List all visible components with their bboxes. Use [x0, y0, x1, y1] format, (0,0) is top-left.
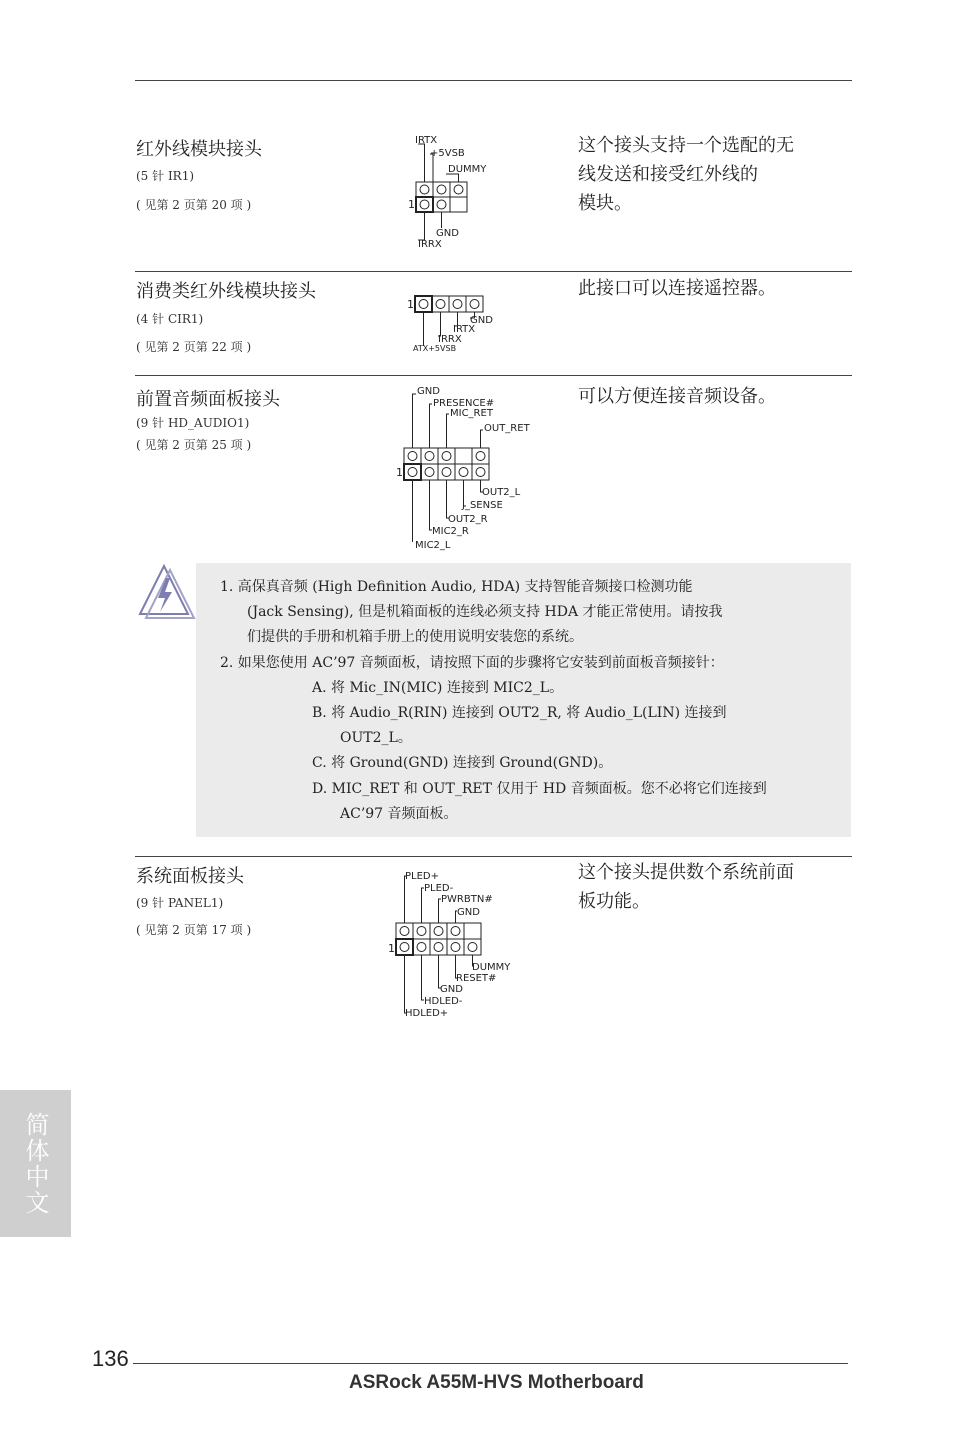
hd-audio-pin-diagram: [392, 382, 532, 554]
pin-label: IRTX: [415, 135, 438, 146]
pin-label: ATX+5VSB: [413, 344, 457, 353]
section-ref-cir: ( 见第 2 页第 22 项 ): [136, 340, 252, 354]
pin-label: PLED+: [405, 871, 439, 882]
pin-one-marker: 1: [407, 298, 414, 311]
section-pin-count-audio: (9 针 HD_AUDIO1): [136, 416, 250, 430]
note-line: (Jack Sensing), 但是机箱面板的连线必须支持 HDA 才能正常使用。请按我: [247, 604, 723, 620]
panel-pin-diagram: [384, 866, 524, 1020]
pin-label: OUT2_L: [482, 487, 521, 498]
pin-label: GND: [457, 907, 480, 918]
pin-label: PLED-: [424, 883, 454, 894]
note-line: B. 将 Audio_R(RIN) 连接到 OUT2_R, 将 Audio_L(LIN) 连接到: [312, 705, 727, 721]
language-tab-label: 简体中文: [21, 1111, 49, 1216]
footer-rule: [133, 1363, 848, 1364]
pin-label: DUMMY: [448, 164, 487, 175]
pin-label: PWRBTN#: [441, 894, 493, 905]
ir1-pin-diagram: [400, 132, 510, 252]
pin-label: HDLED-: [424, 996, 463, 1007]
note-line: OUT2_L。: [340, 730, 412, 746]
desc-line: 此接口可以连接遥控器。: [578, 278, 776, 299]
note-line: 1. 高保真音频 (High Definition Audio, HDA) 支持智能音频接口检测功能: [220, 579, 693, 595]
footer-title: ASRock A55M-HVS Motherboard: [349, 1372, 644, 1393]
section-desc-panel: [578, 858, 794, 916]
section-desc-cir: [578, 274, 776, 303]
top-rule: [135, 80, 852, 81]
section-desc-audio: [578, 382, 776, 411]
desc-line: 模块。: [578, 193, 632, 214]
pin-label: RESET#: [456, 973, 497, 984]
section-divider: [135, 271, 852, 272]
pin-label: IRRX: [418, 239, 442, 250]
pin-label: MIC2_L: [415, 540, 451, 551]
pin-one-marker: 1: [408, 198, 415, 211]
section-pin-count-panel: (9 针 PANEL1): [136, 896, 224, 910]
section-title-panel: 系统面板接头: [136, 866, 244, 887]
pin-label: GND: [436, 228, 459, 239]
section-divider: [135, 375, 852, 376]
note-line: 2. 如果您使用 AC’97 音频面板，请按照下面的步骤将它安装到前面板音频接针：: [220, 655, 724, 671]
pin-label: +5VSB: [430, 148, 465, 159]
section-desc-ir: [578, 131, 794, 218]
page-number: 136: [92, 1346, 129, 1371]
cir1-pin-diagram: [404, 290, 504, 354]
note-line: AC’97 音频面板。: [340, 806, 458, 822]
note-line: 们提供的手册和机箱手册上的使用说明安装您的系统。: [247, 629, 583, 645]
warning-icon: [136, 560, 198, 620]
section-pin-count-cir: (4 针 CIR1): [136, 312, 204, 326]
section-title-audio: 前置音频面板接头: [136, 389, 280, 410]
section-title-cir: 消费类红外线模块接头: [136, 281, 316, 302]
section-divider: [135, 856, 852, 857]
pin-label: PRESENCE#: [433, 398, 495, 409]
desc-line: 这个接头支持一个选配的无: [578, 135, 794, 156]
section-title-ir: 红外线模块接头: [136, 139, 262, 160]
pin-one-marker: 1: [396, 466, 403, 479]
desc-line: 线发送和接受红外线的: [578, 164, 758, 185]
note-line: D. MIC_RET 和 OUT_RET 仅用于 HD 音频面板。您不必将它们连接到: [312, 781, 767, 797]
note-line: C. 将 Ground(GND) 连接到 Ground(GND)。: [312, 755, 613, 771]
desc-line: 这个接头提供数个系统前面: [578, 862, 794, 883]
note-line: A. 将 Mic_IN(MIC) 连接到 MIC2_L。: [312, 680, 564, 696]
language-tab: [0, 1090, 71, 1237]
pin-one-marker: 1: [388, 942, 395, 955]
pin-label: IRRX: [438, 334, 462, 345]
section-pin-count-ir: (5 针 IR1): [136, 169, 195, 183]
pin-label: IRTX: [453, 324, 476, 335]
section-ref-ir: ( 见第 2 页第 20 项 ): [136, 198, 252, 212]
pin-label: GND: [470, 315, 493, 326]
pin-label: DUMMY: [472, 962, 511, 973]
desc-line: 可以方便连接音频设备。: [578, 386, 776, 407]
desc-line: 板功能。: [578, 891, 650, 912]
section-ref-panel: ( 见第 2 页第 17 项 ): [136, 923, 252, 937]
pin-label: GND: [417, 386, 440, 397]
pin-label: HDLED+: [405, 1008, 449, 1019]
section-ref-audio: ( 见第 2 页第 25 项 ): [136, 438, 252, 452]
pin-label: OUT2_R: [448, 514, 488, 525]
pin-label: MIC_RET: [450, 408, 493, 419]
pin-label: OUT_RET: [484, 423, 530, 434]
pin-label: GND: [440, 984, 463, 995]
pin-label: J_SENSE: [462, 500, 503, 511]
pin-label: MIC2_R: [432, 526, 469, 537]
